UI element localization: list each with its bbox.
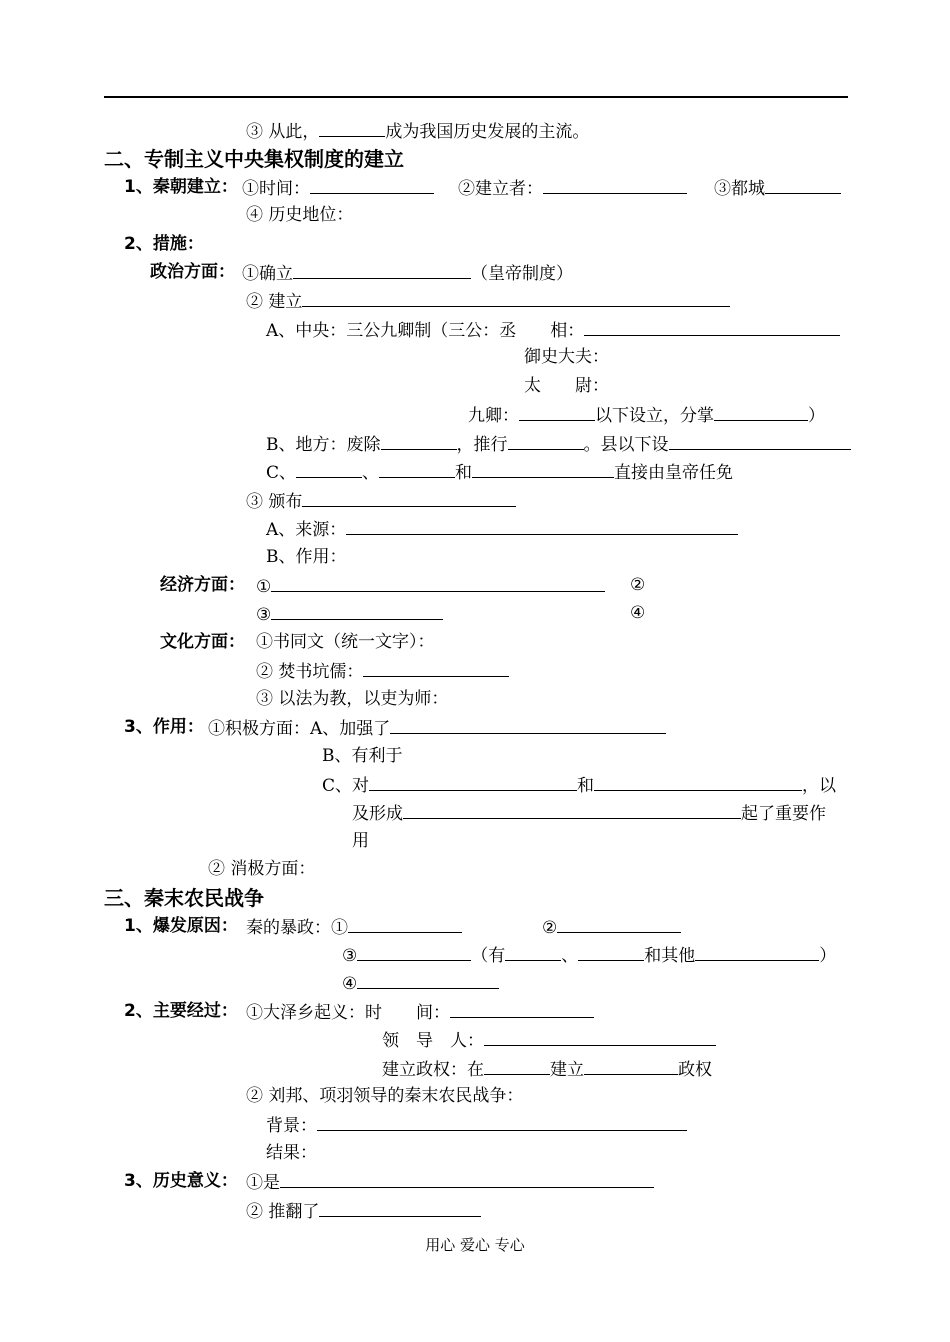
text-line: ④ 历史地位： (246, 205, 354, 225)
text-line: 文化方面： (160, 632, 245, 652)
blank-field[interactable] (472, 461, 614, 478)
blank-field[interactable] (557, 916, 681, 933)
text-line: 太 尉： (524, 376, 609, 396)
blank-field[interactable] (280, 1171, 654, 1188)
text-line: ② 推翻了 (246, 1200, 481, 1222)
header-rule (104, 96, 848, 98)
text-line: C、对 和 ，以 (322, 776, 837, 796)
blank-field[interactable] (363, 660, 509, 677)
page-footer: 用心 爱心 专心 (425, 1236, 525, 1254)
text-line: A、来源： (266, 518, 738, 540)
blank-field[interactable] (403, 802, 741, 819)
blank-field[interactable] (765, 177, 841, 194)
blank-field[interactable] (348, 916, 462, 933)
blank-field[interactable] (357, 944, 471, 961)
text-line: ④ (342, 972, 499, 994)
text-line: 2、措施： (124, 234, 204, 254)
text-line: 3、作用： (124, 717, 204, 737)
text-line: ①书同文（统一文字）： (256, 632, 435, 652)
text-line: C、 、 和 直接由皇帝任免 (266, 463, 734, 483)
text-line: 3、历史意义： (124, 1171, 238, 1191)
blank-field[interactable] (319, 120, 385, 137)
section-heading-2: 二、专制主义中央集权制度的建立 (104, 147, 404, 171)
blank-field[interactable] (450, 1001, 594, 1018)
text-line: 建立政权：在 建立 政权 (382, 1060, 712, 1080)
text-line: 1、秦朝建立： (124, 177, 238, 197)
text-line: ① (256, 575, 605, 597)
text-line: ③ 从此， 成为我国历史发展的主流。 (246, 122, 590, 142)
blank-field[interactable] (381, 433, 457, 450)
blank-field[interactable] (505, 944, 561, 961)
blank-field[interactable] (319, 1200, 481, 1217)
text-line: 九卿： 以下设立，分掌 ） (468, 406, 825, 426)
text-line: ② 焚书坑儒： (256, 660, 509, 682)
text-line: A、中央：三公九卿制（三公：丞 相： (266, 319, 840, 341)
blank-field[interactable] (519, 404, 595, 421)
text-line: 2、主要经过： (124, 1001, 238, 1021)
text-line: 1、爆发原因： (124, 916, 238, 936)
text-line: 用 (352, 831, 369, 851)
blank-field[interactable] (508, 433, 584, 450)
blank-field[interactable] (484, 1058, 550, 1075)
blank-field[interactable] (669, 433, 851, 450)
text-line: ③ 颁布 (246, 490, 516, 512)
text-line: B、有利于 (322, 746, 403, 766)
text-line: ①大泽乡起义：时 间： (246, 1001, 594, 1023)
text-line: ② 刘邦、项羽领导的秦末农民战争： (246, 1086, 524, 1106)
text-line: 及形成 起了重要作 (352, 804, 826, 824)
blank-field[interactable] (543, 177, 687, 194)
text-line: B、地方：废除 ，推行 。县以下设 (266, 433, 851, 455)
text-line: 政治方面： (150, 262, 235, 282)
blank-field[interactable] (302, 490, 516, 507)
text-line: B、作用： (266, 547, 347, 567)
text-line: ①积极方面：A、加强了 (208, 717, 666, 739)
text-line: 背景： (266, 1114, 687, 1136)
text-line: 秦的暴政：① (246, 916, 462, 938)
text-line: 御史大夫： (524, 347, 609, 367)
text-line: ④ (630, 603, 646, 623)
blank-field[interactable] (584, 319, 840, 336)
blank-field[interactable] (695, 944, 819, 961)
blank-field[interactable] (594, 774, 802, 791)
text-line: ①是 (246, 1171, 654, 1193)
blank-field[interactable] (310, 177, 434, 194)
text-line: 结果： (266, 1143, 317, 1163)
text-line: ③都城 (714, 177, 841, 199)
text-line: ①确立 （皇帝制度） (242, 264, 573, 284)
blank-field[interactable] (714, 404, 808, 421)
text-line: 经济方面： (160, 575, 245, 595)
text-line: ②建立者： (458, 177, 687, 199)
section-heading-3: 三、秦末农民战争 (104, 886, 264, 910)
text-line: ③ (256, 603, 443, 625)
blank-field[interactable] (390, 717, 666, 734)
blank-field[interactable] (369, 774, 577, 791)
blank-field[interactable] (484, 1029, 716, 1046)
blank-field[interactable] (317, 1114, 687, 1131)
blank-field[interactable] (346, 518, 738, 535)
text-line: ② (542, 916, 681, 938)
blank-field[interactable] (379, 461, 455, 478)
blank-field[interactable] (296, 461, 362, 478)
text-line: ② 建立 (246, 290, 730, 312)
text-line: ② 消极方面： (208, 859, 316, 879)
blank-field[interactable] (302, 290, 730, 307)
text-line: 领 导 人： (382, 1029, 716, 1051)
blank-field[interactable] (357, 972, 499, 989)
blank-field[interactable] (293, 262, 471, 279)
text-line: ③ 以法为教，以吏为师： (256, 689, 449, 709)
blank-field[interactable] (584, 1058, 678, 1075)
text-line: ③ （有 、 和其他 ） (342, 946, 837, 966)
text-line: ② (630, 575, 646, 595)
blank-field[interactable] (271, 603, 443, 620)
blank-field[interactable] (578, 944, 644, 961)
blank-field[interactable] (271, 575, 605, 592)
text-line: ①时间： (242, 177, 434, 199)
